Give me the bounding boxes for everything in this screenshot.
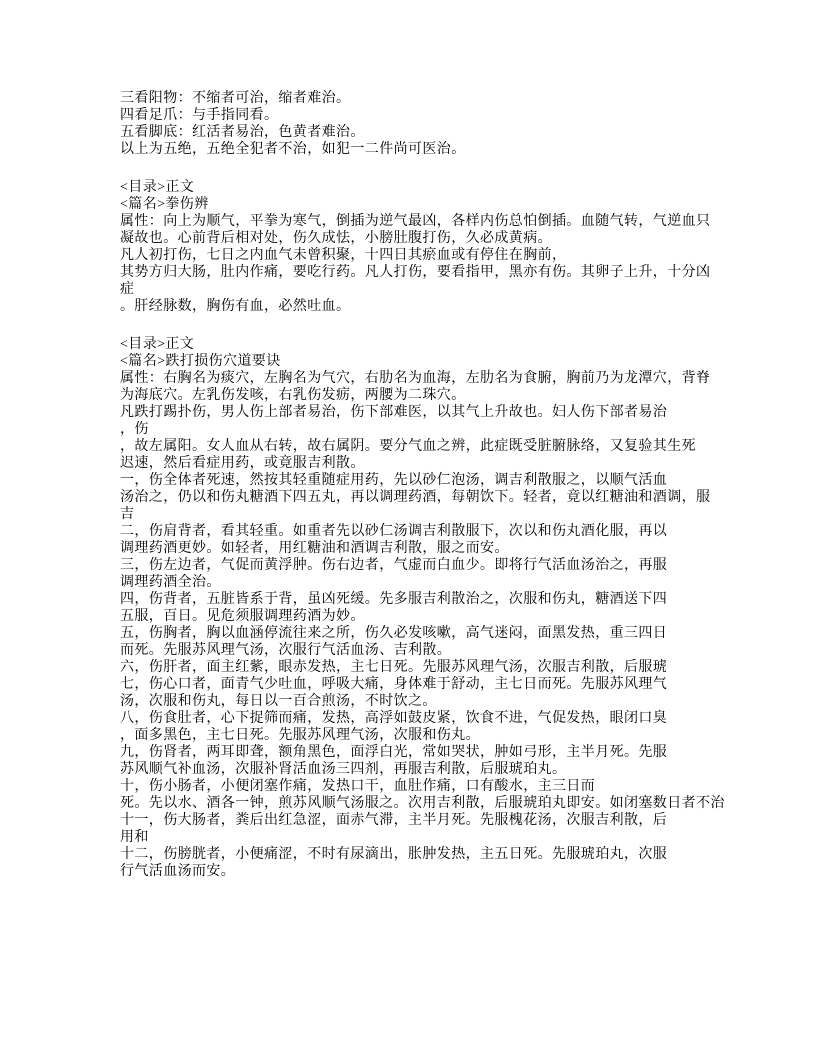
text-line: 为海底穴。左乳伤发咳，右乳伤发疬，两腰为二珠穴。 [120, 388, 466, 403]
section-wu-jue-inspection [120, 90, 770, 158]
text-line: 属性：右胸名为痰穴，左胸名为气穴，右肋名为血海，左肋名为食腑，胸前乃为龙潭穴，背脊 [120, 371, 711, 386]
text-line: 用和 [120, 830, 149, 845]
text-line: 七，伤心口者，面青气少吐血，呼吸大痛，身体难于舒动，主七日而死。先服苏风理气 [120, 677, 668, 692]
text-line: 十，伤小肠者，小便闭塞作痛，发热口干，血肚作痛，口有酸水，主三日而 [120, 779, 596, 794]
text-line: 九，伤肾者，两耳即聋，额角黑色，面浮白光，常如哭状，肿如弓形，主半月死。先服 [120, 745, 668, 760]
text-line: 调理药酒更妙。如轻者，用红糖油和酒调吉利散，服之而安。 [120, 541, 509, 556]
text-line: 三，伤左边者，气促而黄浮肿。伤右边者，气虚而白血少。即将行气活血汤治之，再服 [120, 558, 668, 573]
text-line: 四，伤背者，五脏皆系于背，虽凶死缓。先多服吉利散治之，次服和伤丸，糖酒送下四 [120, 592, 668, 607]
section-die-da-sun-shang-xue-dao-yao-jue [120, 336, 770, 880]
text-line: 五服，百日。见危须服调理药酒为妙。 [120, 609, 365, 624]
text-line: 症 [120, 282, 135, 297]
text-line: 十一，伤大肠者，粪后出红急涩，面赤气滞，主半月死。先服槐花汤，次服吉利散，后 [120, 813, 668, 828]
text-line: <篇名>跌打损伤穴道要诀 [120, 354, 281, 369]
text-line: 调理药酒全治。 [120, 575, 221, 590]
text-line: 五看脚底：红活者易治，色黄者难治。 [120, 125, 365, 140]
text-line: <篇名>拳伤辨 [120, 197, 209, 212]
text-line: 其势方归大肠，肚内作痛，要吃行药。凡人打伤，要看指甲，黑亦有伤。其卵子上升，十分凶 [120, 265, 711, 280]
text-line: 死。先以水、酒各一钟，煎苏风顺气汤服之。次用吉利散，后服琥珀丸即安。如闭塞数日者不治 [120, 796, 725, 811]
text-line: 六，伤肝者，面主红紫，眼赤发热，主七日死。先服苏风理气汤，次服吉利散，后服琥 [120, 660, 668, 675]
text-line: 而死。先服苏风理气汤，次服行气活血汤、吉利散。 [120, 643, 452, 658]
document-body [120, 90, 770, 880]
text-line: 五，伤胸者，胸以血涵停流往来之所，伤久必发咳嗽，高气迷闷，面黑发热，重三四日 [120, 626, 668, 641]
text-line: 凡人初打伤，七日之内血气未曾积聚，十四日其瘀血或有停住在胸前， [120, 248, 567, 263]
text-line: 苏风顺气补血汤，次服补肾活血汤三四剂，再服吉利散，后服琥珀丸。 [120, 762, 567, 777]
text-line: 迟速，然后看症用药，或竟服吉利散。 [120, 456, 365, 471]
text-line: 。肝经脉数，胸伤有血，必然吐血。 [120, 299, 351, 314]
text-line: 凝故也。心前背后相对处，伤久成怯，小膀肚腹打伤，久必成黄病。 [120, 231, 552, 246]
text-line: 凡跌打踢扑伤，男人伤上部者易治，伤下部难医，以其气上升故也。妇人伤下部者易治 [120, 405, 668, 420]
text-line: 汤治之，仍以和伤丸糖酒下四五丸，再以调理药酒，每朝饮下。轻者，竟以红糖油和酒调，服 [120, 490, 711, 505]
text-line: 三看阳物：不缩者可治，缩者难治。 [120, 91, 351, 106]
text-line: 吉 [120, 507, 135, 522]
text-line: ，故左属阳。女人血从右转，故右属阴。要分气血之辨，此症既受脏腑脉络，又复验其生死 [120, 439, 696, 454]
text-line: 四看足爪：与手指同看。 [120, 108, 279, 123]
text-line: 十二，伤膀胱者，小便痛涩，不时有尿滴出，胀肿发热，主五日死。先服琥珀丸，次服 [120, 847, 668, 862]
section-quan-shang-bian [120, 179, 770, 315]
text-line: 一，伤全体者死速，然按其轻重随症用药，先以砂仁泡汤，调吉利散服之，以顺气活血 [120, 473, 668, 488]
text-line: ，面多黑色，主七日死。先服苏风理气汤，次服和伤丸。 [120, 728, 480, 743]
text-line: 以上为五绝，五绝全犯者不治，如犯一二件尚可医治。 [120, 142, 466, 157]
text-line: 行气活血汤而安。 [120, 864, 236, 879]
text-line: 八，伤食肚者，心下捉筛而痛，发热，高浮如鼓皮紧，饮食不进，气促发热，眼闭口臭 [120, 711, 668, 726]
text-line: <目录>正文 [120, 337, 195, 352]
text-line: ，伤 [120, 422, 149, 437]
text-line: <目录>正文 [120, 180, 195, 195]
text-line: 汤，次服和伤丸，每日以一百合煎汤，不时饮之。 [120, 694, 437, 709]
text-line: 二，伤肩背者，看其轻重。如重者先以砂仁汤调吉利散服下，次以和伤丸酒化服，再以 [120, 524, 668, 539]
text-line: 属性：向上为顺气，平拳为寒气，倒插为逆气最凶，各样内伤总怕倒插。血随气转，气逆血只 [120, 214, 711, 229]
